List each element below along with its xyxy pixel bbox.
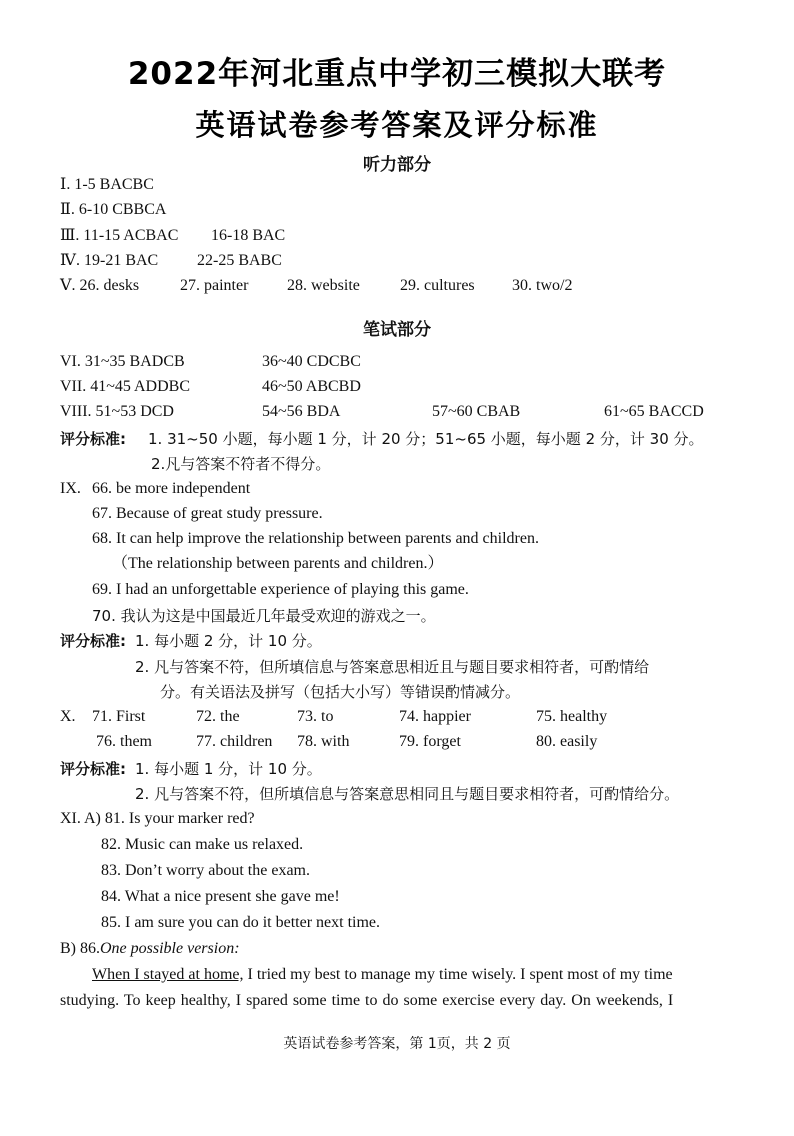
answer-80: 80. easily [536,733,598,750]
document-title: 2022年河北重点中学初三模拟大联考 [127,56,667,92]
answer-73: 73. to [297,708,334,725]
scoring-rule-X-2: 2. 凡与答案不符，但所填信息与答案意思相同且与题目要求相符者，可酌情给分。 [135,785,680,803]
answer-72: 72. the [196,708,240,725]
essay-line-2: studying. To keep healthy, I spared some time to do some exercise every day. On weekends, I [60,992,674,1009]
answer-81: XI. A) 81. Is your marker red? [60,810,255,827]
answer-line-V-29: 29. cultures [400,277,475,294]
section-X-roman: X. [60,708,76,725]
answer-line-VII-a: VII. 41~45 ADDBC [60,378,190,395]
page-footer: 英语试卷参考答案，第 1页，共 2 页 [283,1036,511,1052]
scoring-label-IX: 评分标准: [60,632,126,650]
answer-69: 69. I had an unforgettable experience of playing this game. [92,581,469,598]
answer-71: 71. First [92,708,146,725]
answer-line-VIII-d: 61~65 BACCD [604,403,704,420]
essay-line-1 [92,965,673,985]
answer-67: 67. Because of great study pressure. [92,505,323,522]
section-IX-roman: IX. [60,480,81,497]
answer-line-VI-a: VI. 31~35 BADCB [60,353,185,370]
answer-line-VII-b: 46~50 ABCBD [262,378,361,395]
answer-line-VIII-a: VIII. 51~53 DCD [60,403,174,420]
answer-82: 82. Music can make us relaxed. [101,836,304,853]
answer-line-V-28: 28. website [287,277,360,294]
answer-78: 78. with [297,733,350,750]
answer-79: 79. forget [399,733,461,750]
part-B-label: B) 86. [60,940,100,957]
answer-68-alt: （The relationship between parents and children.） [112,555,444,572]
answer-line-I: Ⅰ. 1-5 BACBC [60,176,154,193]
scoring-rule-mc-1: 1. 31~50 小题，每小题 1 分，计 20 分；51~65 小题，每小题 2 分，计 30 分。 [148,430,704,448]
scoring-label-X: 评分标准: [60,760,126,778]
answer-75: 75. healthy [536,708,608,725]
answer-66: 66. be more independent [92,480,251,497]
scoring-rule-mc-2: 2.凡与答案不符者不得分。 [151,455,331,473]
written-heading: 笔试部分 [363,320,431,340]
part-B-heading [60,939,240,959]
answer-68: 68. It can help improve the relationship between parents and children. [92,530,539,547]
answer-83: 83. Don’t worry about the exam. [101,862,310,879]
answer-74: 74. happier [399,708,471,725]
answer-line-V-27: 27. painter [180,277,249,294]
part-B-version: One possible version: [100,940,240,957]
answer-85: 85. I am sure you can do it better next time. [101,914,381,931]
answer-76: 76. them [96,733,152,750]
answer-line-VIII-c: 57~60 CBAB [432,403,521,420]
answer-77: 77. children [196,733,273,750]
essay-line-1-rest: I tried my best to manage my time wisely. I spent most of my time [243,966,673,983]
listening-heading: 听力部分 [363,155,431,175]
answer-84: 84. What a nice present she gave me! [101,888,340,905]
answer-line-VIII-b: 54~56 BDA [262,403,341,420]
scoring-label-mc: 评分标准: [60,430,126,448]
answer-line-VI-b: 36~40 CDCBC [262,353,361,370]
answer-line-II: Ⅱ. 6-10 CBBCA [60,201,167,218]
answer-line-IV-b: 22-25 BABC [197,252,282,269]
scoring-rule-IX-2b: 分。有关语法及拼写（包括大小写）等错误酌情减分。 [160,683,521,701]
essay-underlined-phrase: When I stayed at home, [92,966,244,983]
answer-70: 70. 我认为这是中国最近几年最受欢迎的游戏之一。 [92,607,436,625]
answer-line-V-30: 30. two/2 [512,277,573,294]
answer-line-III-b: 16-18 BAC [211,227,286,244]
scoring-rule-IX-1: 1. 每小题 2 分，计 10 分。 [135,632,322,650]
scoring-rule-IX-2a: 2. 凡与答案不符，但所填信息与答案意思相近且与题目要求相符者，可酌情给 [135,658,650,676]
document-subtitle: 英语试卷参考答案及评分标准 [195,108,599,142]
scoring-rule-X-1: 1. 每小题 1 分，计 10 分。 [135,760,322,778]
answer-line-V-26: Ⅴ. 26. desks [60,277,140,294]
answer-line-III-a: Ⅲ. 11-15 ACBAC [60,227,179,244]
answer-line-IV-a: Ⅳ. 19-21 BAC [60,252,159,269]
